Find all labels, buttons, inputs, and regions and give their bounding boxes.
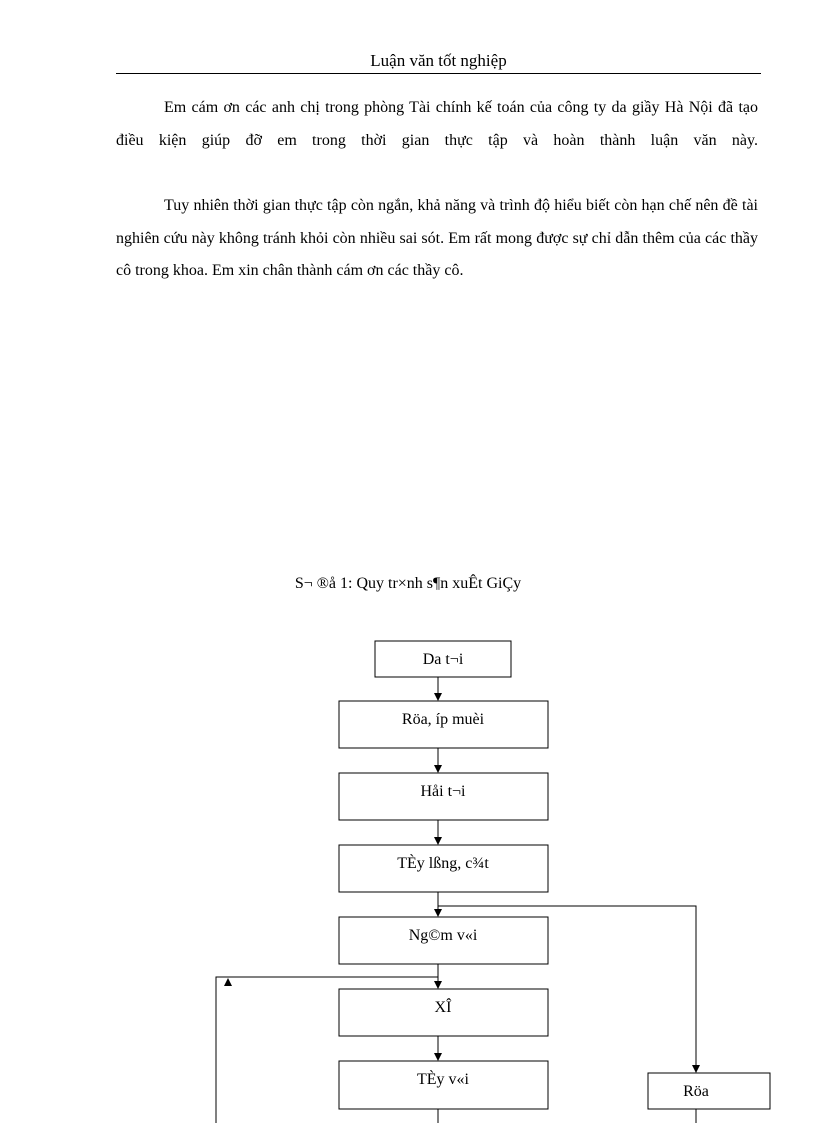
step-label-hoi-tuoi: Håi t¬i (420, 783, 466, 800)
step-box-rua (648, 1073, 770, 1109)
feedback-arrowhead (224, 978, 232, 986)
step-label-rua: Röa (683, 1083, 709, 1100)
paragraph-limitations: Tuy nhiên thời gian thực tập còn ngắn, khả năng và trình độ hiểu biết còn hạn chế nên đề tài nghiên cứu này không tránh khỏi còn nhiều sai sót. Em rất mong được sự chỉ dẫn thêm của các thầy cô trong khoa. Em xin chân thành cám ơn các thầy cô. (116, 197, 758, 279)
step-label-ngam-voi: Ng©m v«i (408, 927, 478, 944)
step-label-da-tuoi: Da t¬i (422, 651, 464, 668)
feedback-loop-line (216, 977, 438, 1123)
paragraph-thanks: Em cám ơn các anh chị trong phòng Tài chính kế toán của công ty da giầy Hà Nội đã tạo điều kiện giúp đỡ em trong thời gian thực tập và hoàn thành luận văn này. (116, 99, 758, 149)
diagram-caption: S¬ ®å 1: Quy tr×nh s¶n xuÊt GiÇy (294, 575, 522, 592)
step-label-tay-voi: TÈy v«i (417, 1071, 469, 1088)
step-label-xe: XÎ (434, 999, 452, 1016)
step-label-tay-long: TÈy lßng, c¾t (397, 855, 489, 872)
page-header-title: Luận văn tốt nghiệp (370, 51, 507, 70)
step-label-rua-ip-muoi: Röa, íp muèi (401, 711, 485, 728)
